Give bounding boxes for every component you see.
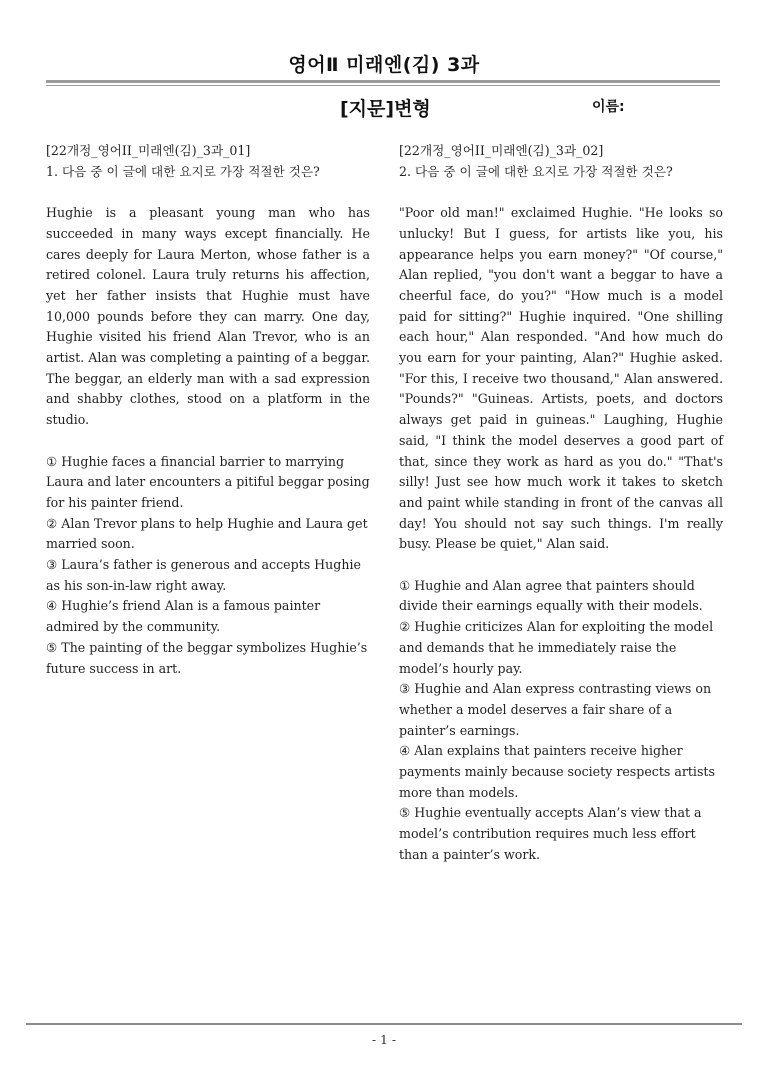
passage-text: Hughie is a pleasant young man who has succeeded in many ways except financially. He cares deeply for Laura Merton, whose father is a retired colonel. Laura truly returns his affection, yet her father insists that Hughie must have 10,000 pounds before they can marry. One day, Hughie visited his friend Alan Trevor, who is an artist. Alan was completing a painting of a beggar. The beggar, an elderly man with a sad expression and shabby clothes, stood on a platform in the studio. — [46, 205, 370, 428]
answer-choice-2: ② Alan Trevor plans to help Hughie and Laura get married soon. — [46, 515, 368, 552]
answer-choice-4: ④ Alan explains that painters receive higher payments mainly because society respects artists more than models. — [399, 743, 715, 800]
question-prompt: 2. 다음 중 이 글에 대한 요지로 가장 적절한 것은? — [399, 163, 673, 179]
passage-text: "Poor old man!" exclaimed Hughie. "He looks so unlucky! But I guess, for artists like you, his appearance helps you earn money?" "Of course," Alan replied, "you don't want a beggar to have a cheerful face, do you?" "How much is a model paid for sitting?" Hughie inquired. "One shilling each hour," Alan responded. "And how much do you earn for your painting, Alan?" Hughie asked. "For this, I receive two thousand," Alan answered. "Pounds?" "Guineas. Artists, poets, and doctors always get paid in guineas." Laughing, Hughie said, "I think the model deserves a good part of that, since they work as hard as you do." "That's silly! Just see how much work it takes to sketch and paint while standing in front of the canvas all day! You should not say such things. I'm really busy. Please be quiet," Alan said. — [399, 205, 723, 552]
question-prompt: 1. 다음 중 이 글에 대한 요지로 가장 적절한 것은? — [46, 163, 320, 179]
answer-choice-3: ③ Laura’s father is generous and accepts Hughie as his son-in-law right away. — [46, 557, 361, 593]
question-code: [22개정_영어II_미래엔(김)_3과_01] — [46, 143, 251, 158]
answer-choice-3: ③ Hughie and Alan express contrasting views on whether a model deserves a fair share of a painter’s earnings. — [399, 681, 712, 738]
answer-choices — [46, 452, 370, 680]
answer-choice-1: ① Hughie and Alan agree that painters should divide their earnings equally with their models. — [399, 577, 703, 614]
name-label: 이름: — [592, 99, 625, 115]
doc-subtitle: [지문]변형 — [340, 98, 431, 120]
answer-choice-1: ① Hughie faces a financial barrier to marrying Laura and later encounters a pitiful beggar posing for his painter friend. — [46, 453, 370, 510]
doc-title: 영어Ⅱ 미래엔(김) 3과 — [288, 54, 480, 76]
header-rule-thick — [46, 80, 720, 83]
footer-rule — [26, 1023, 742, 1025]
page-number: - 1 - — [371, 1032, 397, 1047]
answer-choices — [399, 576, 723, 866]
right-column — [399, 141, 723, 866]
header-rule-thin — [46, 85, 720, 86]
answer-choice-4: ④ Hughie’s friend Alan is a famous painter admired by the community. — [46, 598, 321, 635]
answer-choice-2: ② Hughie criticizes Alan for exploiting the model and demands that he immediately raise the model’s hourly pay. — [399, 619, 714, 676]
question-code: [22개정_영어II_미래엔(김)_3과_02] — [399, 143, 604, 158]
answer-choice-5: ⑤ The painting of the beggar symbolizes Hughie’s future success in art. — [46, 639, 368, 676]
left-column — [46, 141, 370, 679]
answer-choice-5: ⑤ Hughie eventually accepts Alan’s view that a model’s contribution requires much less effort than a painter’s work. — [399, 805, 702, 862]
